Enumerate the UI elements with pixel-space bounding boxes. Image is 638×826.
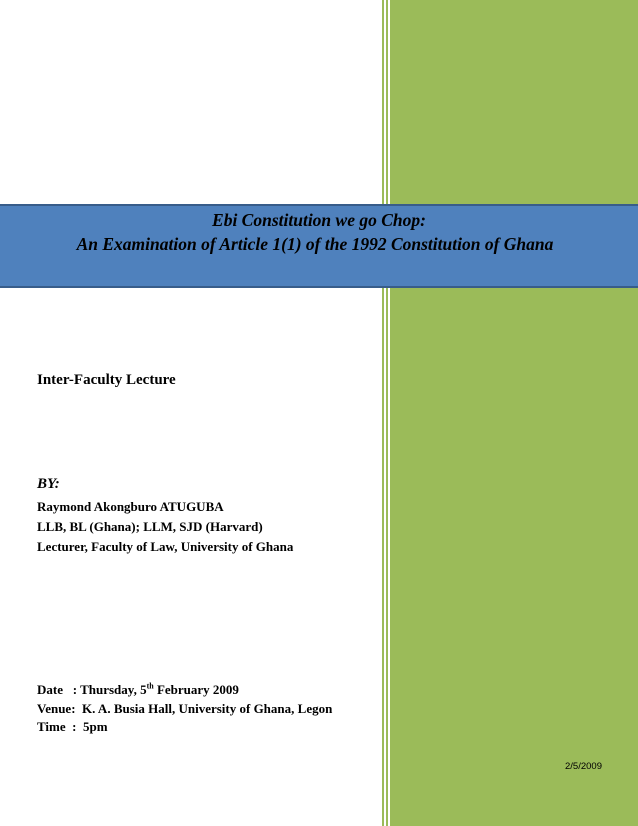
date-day: Thursday, 5: [80, 682, 147, 697]
byline-label: BY:: [37, 476, 60, 492]
footer-date: 2/5/2009: [565, 761, 602, 772]
decorative-green-band: [387, 0, 638, 826]
time-value: 5pm: [82, 719, 108, 734]
time-label: Time :: [37, 719, 83, 734]
decorative-vertical-rule: [380, 0, 394, 826]
date-line: [37, 682, 239, 698]
lecture-type: Inter-Faculty Lecture: [37, 372, 176, 388]
date-label: Date :: [37, 682, 81, 697]
date-rest: February 2009: [153, 682, 239, 697]
venue-line: [37, 701, 332, 717]
author-position: Lecturer, Faculty of Law, University of Ghana: [37, 539, 294, 554]
venue-value: K. A. Busia Hall, University of Ghana, Legon: [82, 701, 333, 716]
author-credentials: LLB, BL (Ghana); LLM, SJD (Harvard): [37, 519, 263, 534]
venue-label: Venue:: [37, 701, 83, 716]
date-suffix: th: [146, 681, 154, 691]
document-title-line-1: Ebi Constitution we go Chop:: [212, 210, 426, 230]
author-name: Raymond Akongburo ATUGUBA: [37, 499, 224, 514]
document-title-line-2: An Examination of Article 1(1) of the 1992 Constitution of Ghana: [76, 234, 554, 254]
time-line: [37, 719, 108, 735]
